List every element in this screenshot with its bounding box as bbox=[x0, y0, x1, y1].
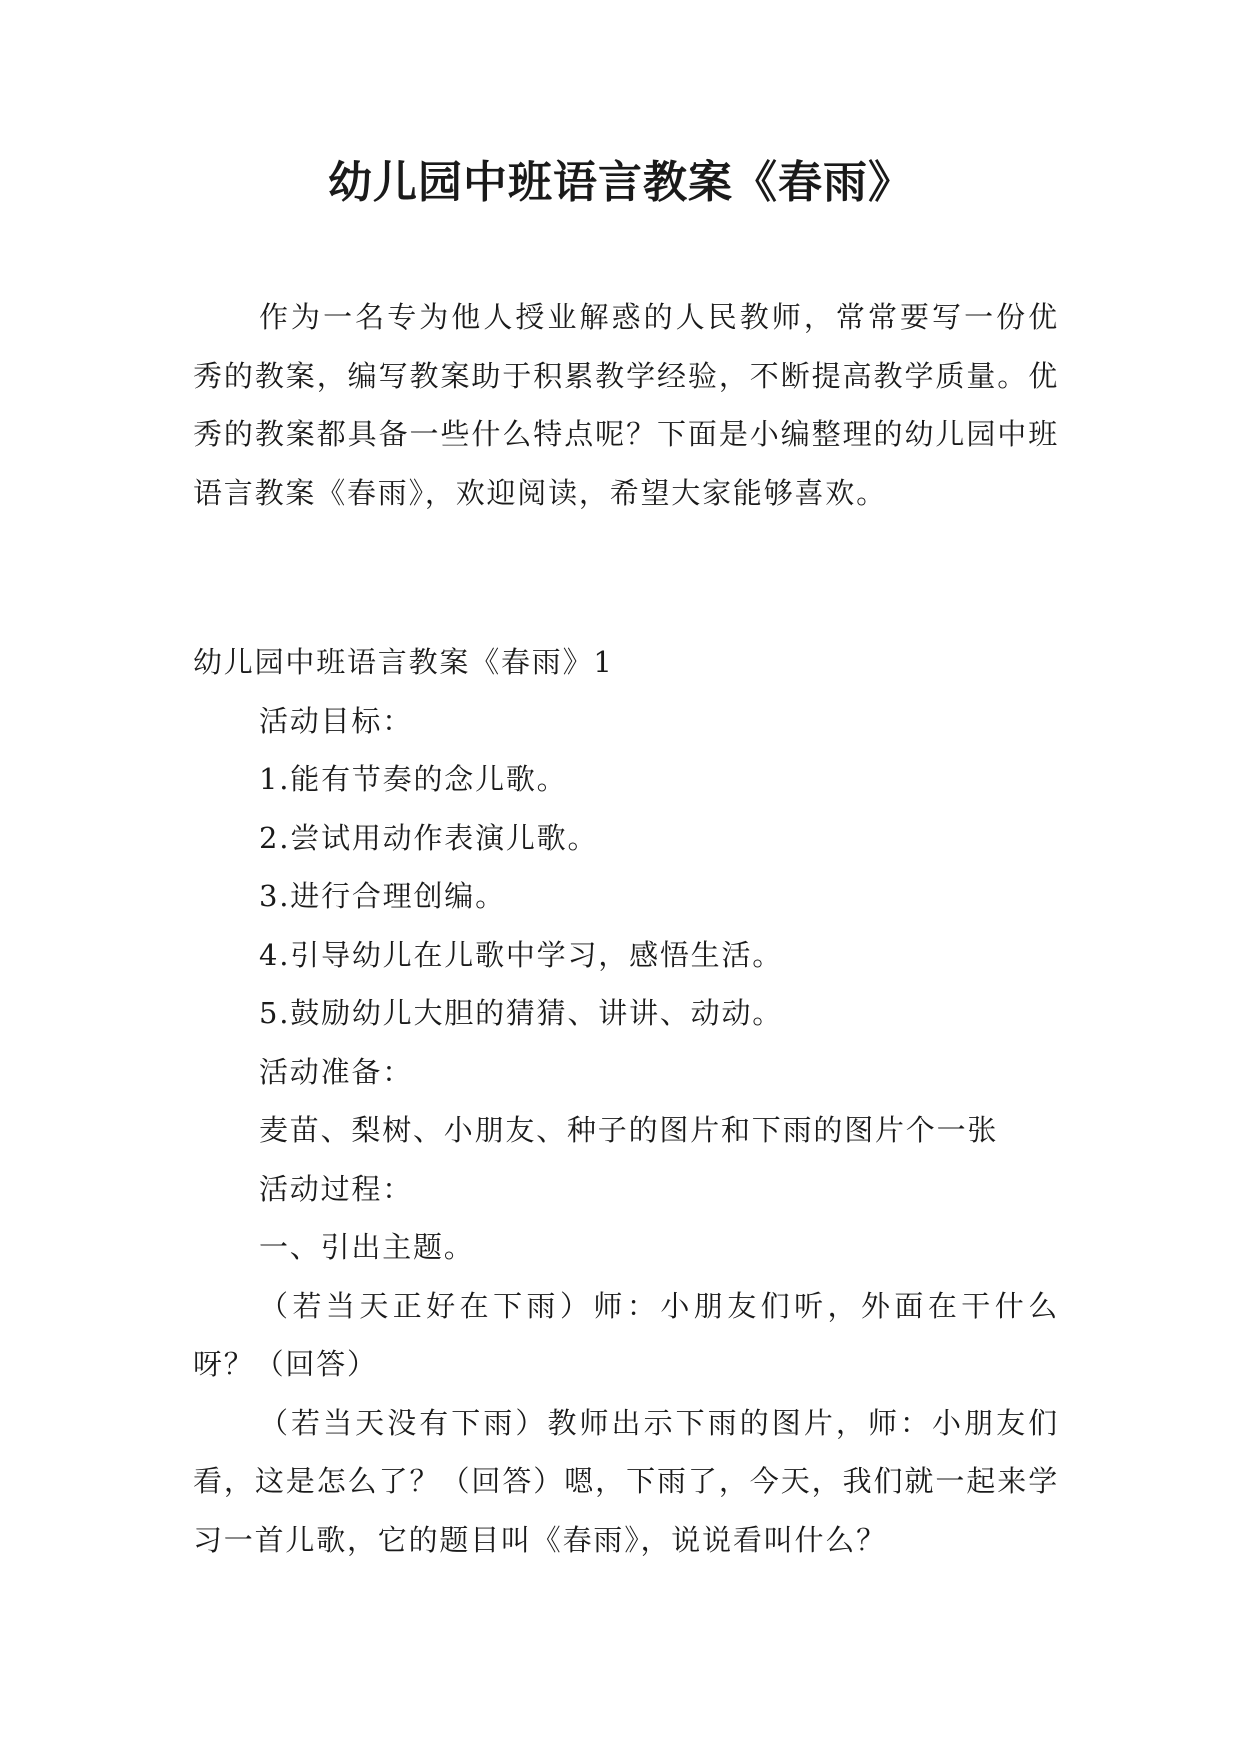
goals-label: 活动目标： bbox=[259, 703, 414, 738]
goal-item: 5.鼓励幼儿大胆的猜猜、讲讲、动动。 bbox=[259, 996, 784, 1030]
intro-block bbox=[193, 288, 1059, 522]
no-rain-paragraph: （若当天没有下雨）教师出示下雨的图片，师：小朋友们看，这是怎么了？（回答）嗯，下雨了，今天，我们就一起来学习一首儿歌，它的题目叫《春雨》，说说看叫什么？ bbox=[193, 1405, 1059, 1557]
prep-text: 麦苗、梨树、小朋友、种子的图片和下雨的图片个一张 bbox=[259, 1113, 999, 1147]
lesson-body bbox=[193, 633, 1059, 1569]
process-label: 活动过程： bbox=[259, 1171, 414, 1206]
goal-item: 2.尝试用动作表演儿歌。 bbox=[259, 820, 599, 855]
step-heading: 一、引出主题。 bbox=[259, 1230, 475, 1264]
section-heading: 幼儿园中班语言教案《春雨》1 bbox=[193, 645, 614, 679]
intro-paragraph: 作为一名专为他人授业解惑的人民教师，常常要写一份优秀的教案，编写教案助于积累教学经验，不断提高教学质量。优秀的教案都具备一些什么特点呢？下面是小编整理的幼儿园中班语言教案《春雨》，欢迎阅读，希望大家能够喜欢。 bbox=[193, 300, 1059, 510]
document-title: 幼儿园中班语言教案《春雨》 bbox=[328, 157, 913, 208]
rain-paragraph: （若当天正好在下雨）师：小朋友们听，外面在干什么呀？（回答） bbox=[193, 1288, 1059, 1381]
goal-item: 4.引导幼儿在儿歌中学习，感悟生活。 bbox=[259, 937, 784, 972]
prep-label: 活动准备： bbox=[259, 1054, 414, 1089]
goal-item: 3.进行合理创编。 bbox=[259, 879, 506, 913]
goal-item: 1.能有节奏的念儿歌。 bbox=[259, 762, 568, 796]
